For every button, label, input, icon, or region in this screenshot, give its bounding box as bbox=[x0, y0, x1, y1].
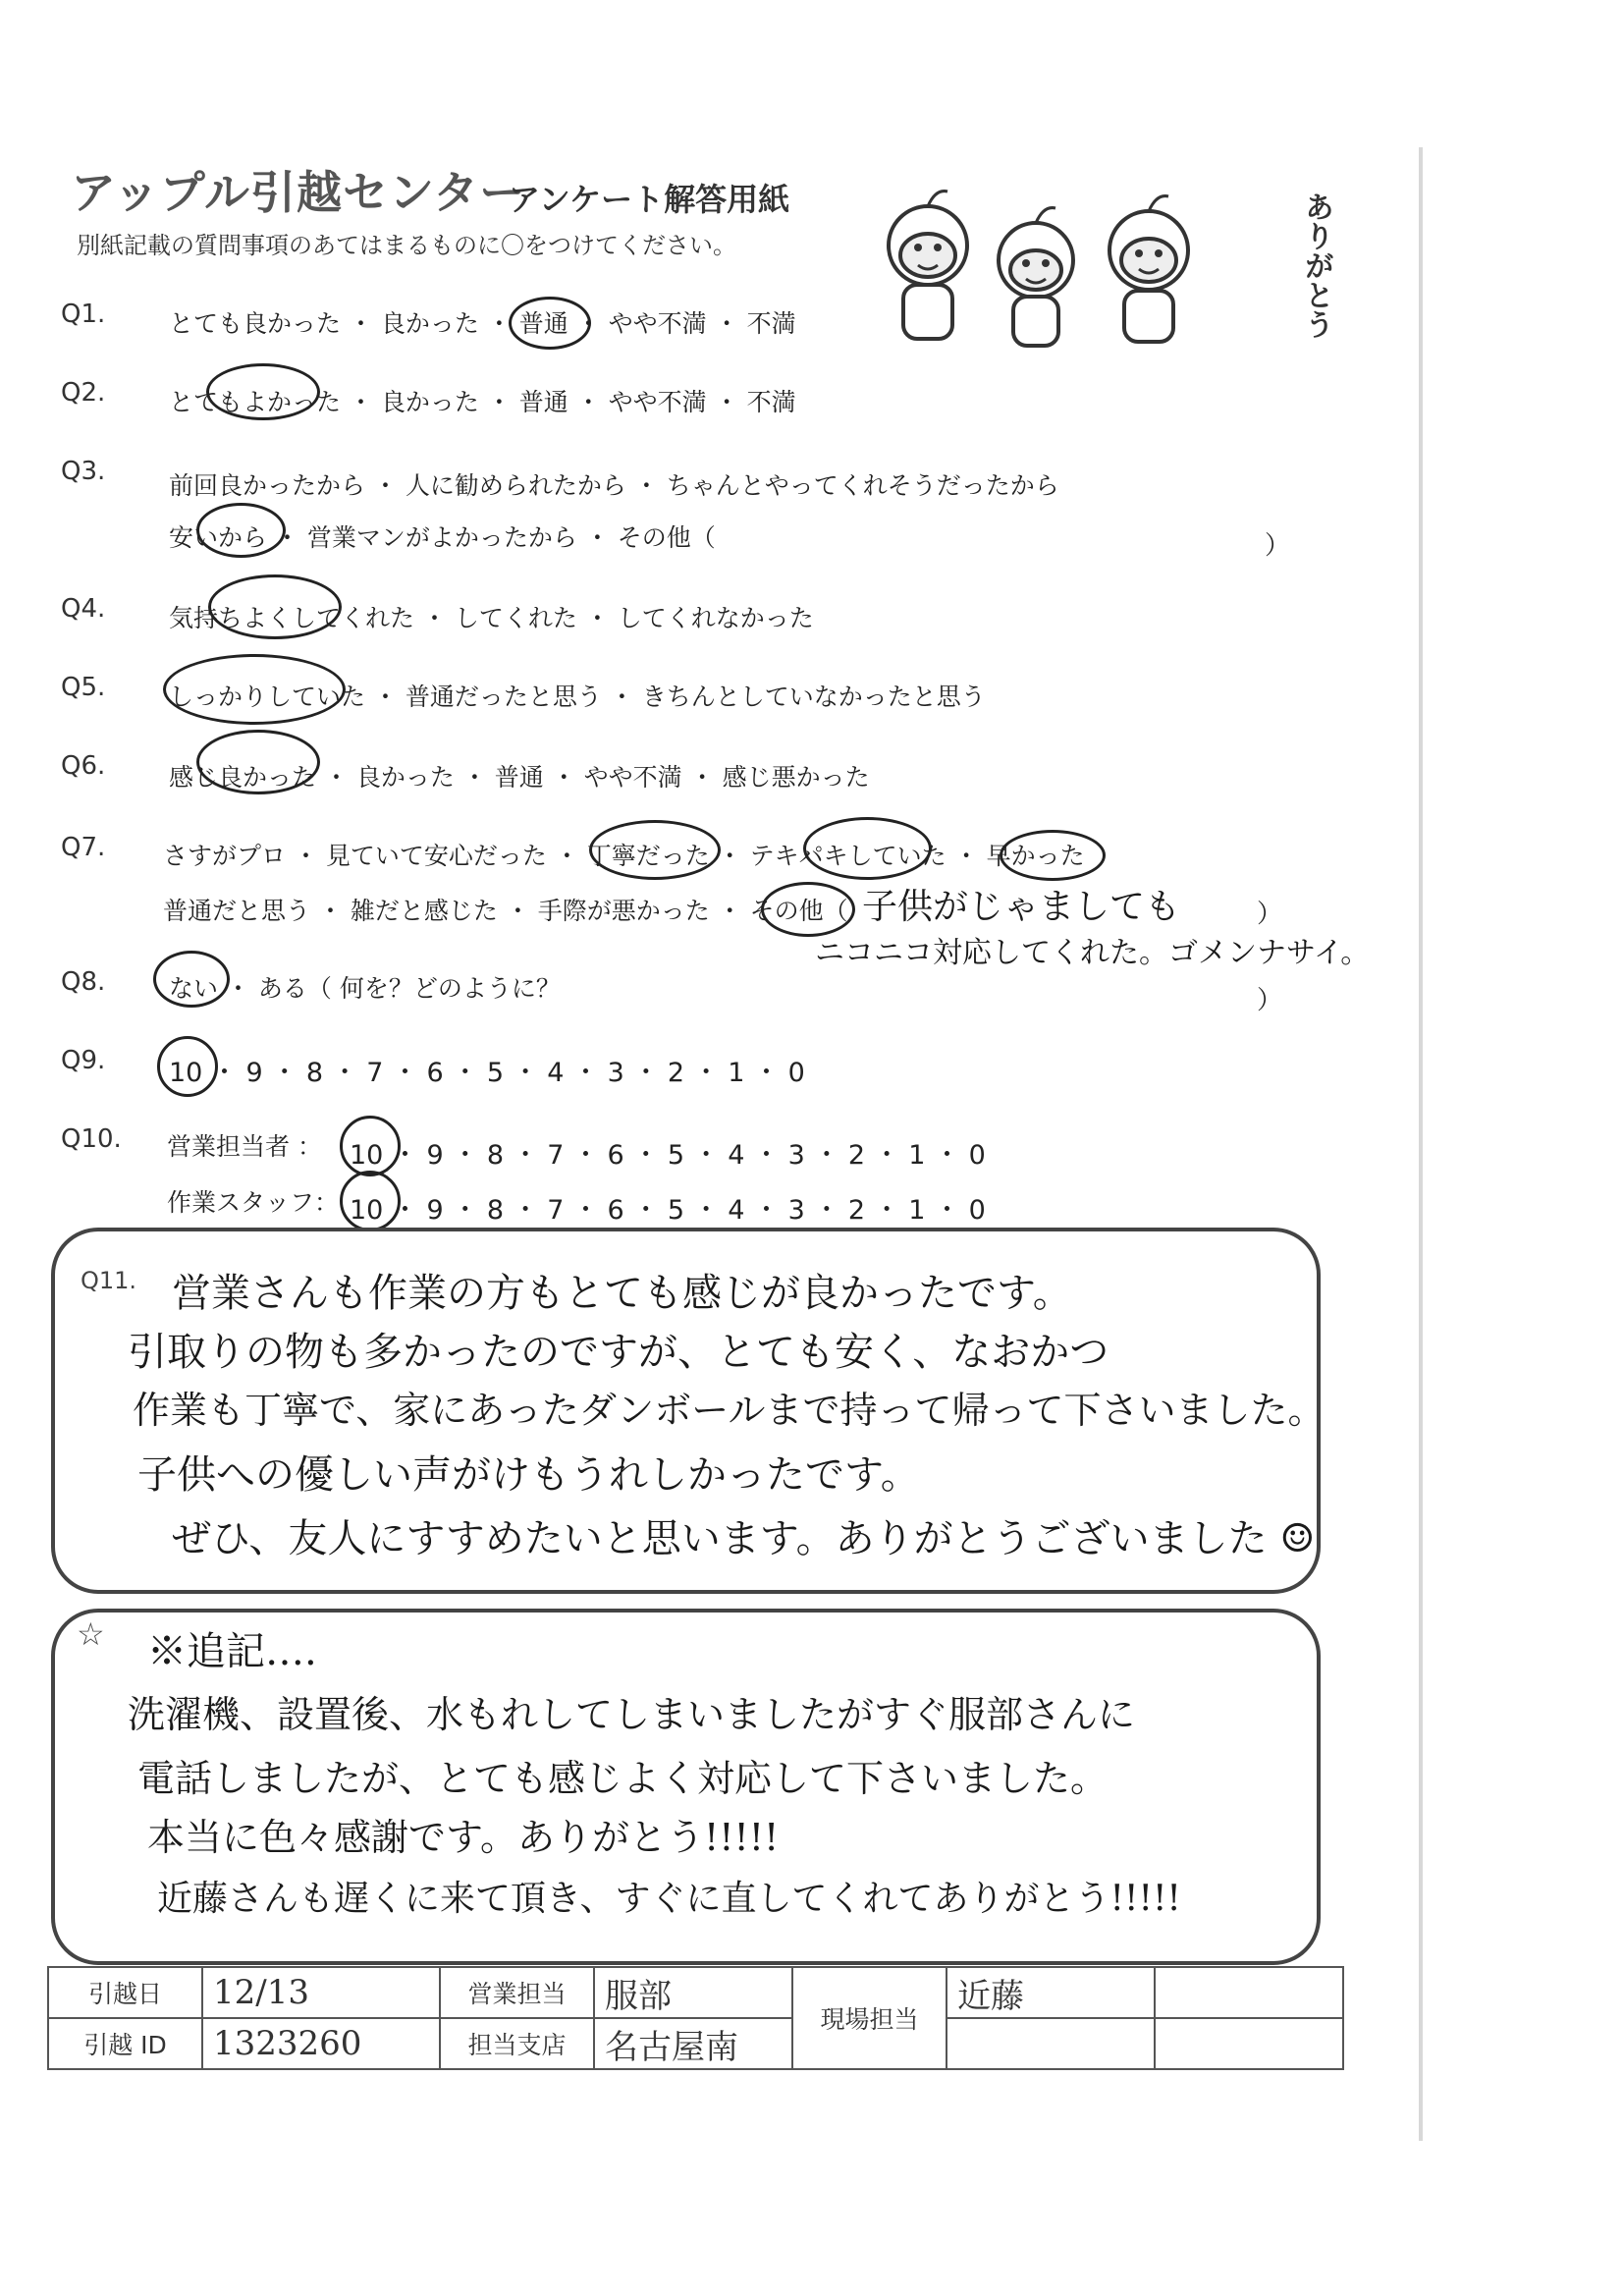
addendum-line-4: 本当に色々感謝です。ありがとう!!!!! bbox=[147, 1816, 780, 1859]
page-edge bbox=[1419, 147, 1423, 2141]
footer-empty-3 bbox=[1155, 2018, 1343, 2069]
q11-line-1: 営業さんも作業の方もとても感じが良かったです。 bbox=[172, 1271, 1072, 1316]
q1-label: Q1. bbox=[61, 300, 106, 329]
addendum-line-3: 電話しましたが、とても感じよく対応して下さいました。 bbox=[137, 1757, 1109, 1800]
q10-staff-label: 作業スタッフ： bbox=[167, 1188, 340, 1217]
addendum-line-1: ※追記…. bbox=[147, 1629, 317, 1674]
q2-answer-circle bbox=[206, 363, 320, 420]
q4-answer-circle bbox=[208, 574, 342, 639]
q10-sales-answer-circle bbox=[340, 1116, 401, 1176]
footer-empty-2 bbox=[947, 2018, 1155, 2069]
footer-empty-1 bbox=[1155, 1967, 1343, 2018]
addendum-line-2: 洗濯機、設置後、水もれしてしまいましたがすぐ服部さんに bbox=[128, 1693, 1136, 1736]
q6-answer-circle bbox=[196, 730, 320, 794]
q2-label: Q2. bbox=[61, 378, 106, 408]
arigato-text: ありがとう bbox=[1299, 191, 1333, 339]
q11-label: Q11. bbox=[81, 1267, 137, 1294]
q5-options: しっかりしていた ・ 普通だったと思う ・ きちんとしていなかったと思う bbox=[169, 683, 986, 711]
q11-line-4: 子供への優しい声がけもうれしかったです。 bbox=[137, 1452, 920, 1498]
q3-close-paren: ） bbox=[1265, 531, 1291, 561]
q3-options-line1: 前回良かったから ・ 人に勧められたから ・ ちゃんとやってくれそうだったから bbox=[169, 471, 1059, 500]
q9-answer-circle bbox=[157, 1036, 218, 1097]
q11-line-5: ぜひ、友人にすすめたいと思います。ありがとうございました ☺ bbox=[172, 1516, 1316, 1561]
addendum-line-5: 近藤さんも遅くに来て頂き、すぐに直してくれてありがとう!!!!! bbox=[157, 1879, 1181, 1919]
q8-close-paren: ） bbox=[1257, 986, 1283, 1015]
q1-options: とても良かった ・ 良かった ・ 普通 ・ やや不満 ・ 不満 bbox=[169, 309, 796, 338]
q7-label: Q7. bbox=[61, 833, 106, 862]
branch-value: 名古屋南 bbox=[594, 2018, 792, 2069]
q3-label: Q3. bbox=[61, 457, 106, 486]
sales-value: 服部 bbox=[594, 1967, 792, 2018]
footer-table bbox=[47, 1966, 1344, 2070]
q1-answer-circle bbox=[509, 297, 591, 350]
company-title: アップル引越センター bbox=[71, 166, 526, 219]
q10-sales-label: 営業担当者 ： bbox=[167, 1132, 322, 1161]
q10-sales-scale: 10 ・ 9 ・ 8 ・ 7 ・ 6 ・ 5 ・ 4 ・ 3 ・ 2 ・ 1 ・ 0 bbox=[350, 1140, 986, 1171]
q7-handwritten-1: 子供がじゃましても bbox=[862, 887, 1181, 927]
q8-answer-circle bbox=[153, 951, 230, 1008]
move-id-value: 1323260 bbox=[202, 2018, 440, 2069]
q7-close-paren: ） bbox=[1257, 900, 1283, 929]
q2-options: とてもよかった ・ 良かった ・ 普通 ・ やや不満 ・ 不満 bbox=[169, 388, 796, 416]
q11-line-3: 作業も丁寧で、家にあったダンボールまで持って帰って下さいました。 bbox=[133, 1389, 1325, 1432]
q11-line-2: 引取りの物も多かったのですが、とても安く、なおかつ bbox=[128, 1330, 1109, 1375]
q4-options: 気持ちよくしてくれた ・ してくれた ・ してくれなかった bbox=[169, 604, 814, 632]
q8-label: Q8. bbox=[61, 967, 106, 997]
form-subtitle: アンケート解答用紙 bbox=[509, 181, 790, 218]
q9-scale: 10 ・ 9 ・ 8 ・ 7 ・ 6 ・ 5 ・ 4 ・ 3 ・ 2 ・ 1 ・ 0 bbox=[169, 1058, 805, 1088]
q7-options-line2: 普通だと思う ・ 雑だと感じた ・ 手際が悪かった ・ その他（ bbox=[163, 897, 848, 925]
q3-answer-circle bbox=[196, 503, 286, 558]
move-date-value: 12/13 bbox=[202, 1967, 440, 2018]
q8-options: ない ・ ある（ 何を？どのように？ bbox=[169, 974, 561, 1003]
instruction: 別紙記載の質問事項のあてはまるものに〇をつけてください。 bbox=[77, 232, 736, 259]
q4-label: Q4. bbox=[61, 594, 106, 624]
q6-label: Q6. bbox=[61, 751, 106, 781]
site-value: 近藤 bbox=[947, 1967, 1155, 2018]
q5-label: Q5. bbox=[61, 673, 106, 702]
branch-label: 担当支店 bbox=[440, 2018, 594, 2069]
q9-label: Q9. bbox=[61, 1046, 106, 1075]
sales-label: 営業担当 bbox=[440, 1967, 594, 2018]
q5-answer-circle bbox=[163, 654, 346, 725]
q10-staff-answer-circle bbox=[340, 1171, 401, 1231]
q6-options: 感じ良かった ・ 良かった ・ 普通 ・ やや不満 ・ 感じ悪かった bbox=[169, 763, 870, 792]
q7-answer-circle-3 bbox=[1000, 830, 1106, 881]
site-label: 現場担当 bbox=[792, 1967, 947, 2069]
star-icon: ☆ bbox=[77, 1615, 105, 1653]
q7-options-line1: さすがプロ ・ 見ていて安心だった ・ 丁寧だった ・ テキパキしていた ・ 早かった bbox=[163, 842, 1085, 870]
q7-answer-circle-2 bbox=[803, 817, 932, 880]
q3-options-line2: 安いから ・ 営業マンがよかったから ・ その他（ bbox=[169, 523, 716, 552]
q7-answer-circle-1 bbox=[589, 820, 721, 880]
move-date-label: 引越日 bbox=[48, 1967, 202, 2018]
q7-handwritten-2: ニコニコ対応してくれた。ゴメンナサイ。 bbox=[815, 936, 1371, 970]
q10-label: Q10. bbox=[61, 1124, 122, 1154]
monkey-mascot-icon bbox=[874, 177, 1198, 354]
move-id-label: 引越 ID bbox=[48, 2018, 202, 2069]
q10-staff-scale: 10 ・ 9 ・ 8 ・ 7 ・ 6 ・ 5 ・ 4 ・ 3 ・ 2 ・ 1 ・ 0 bbox=[350, 1195, 986, 1226]
